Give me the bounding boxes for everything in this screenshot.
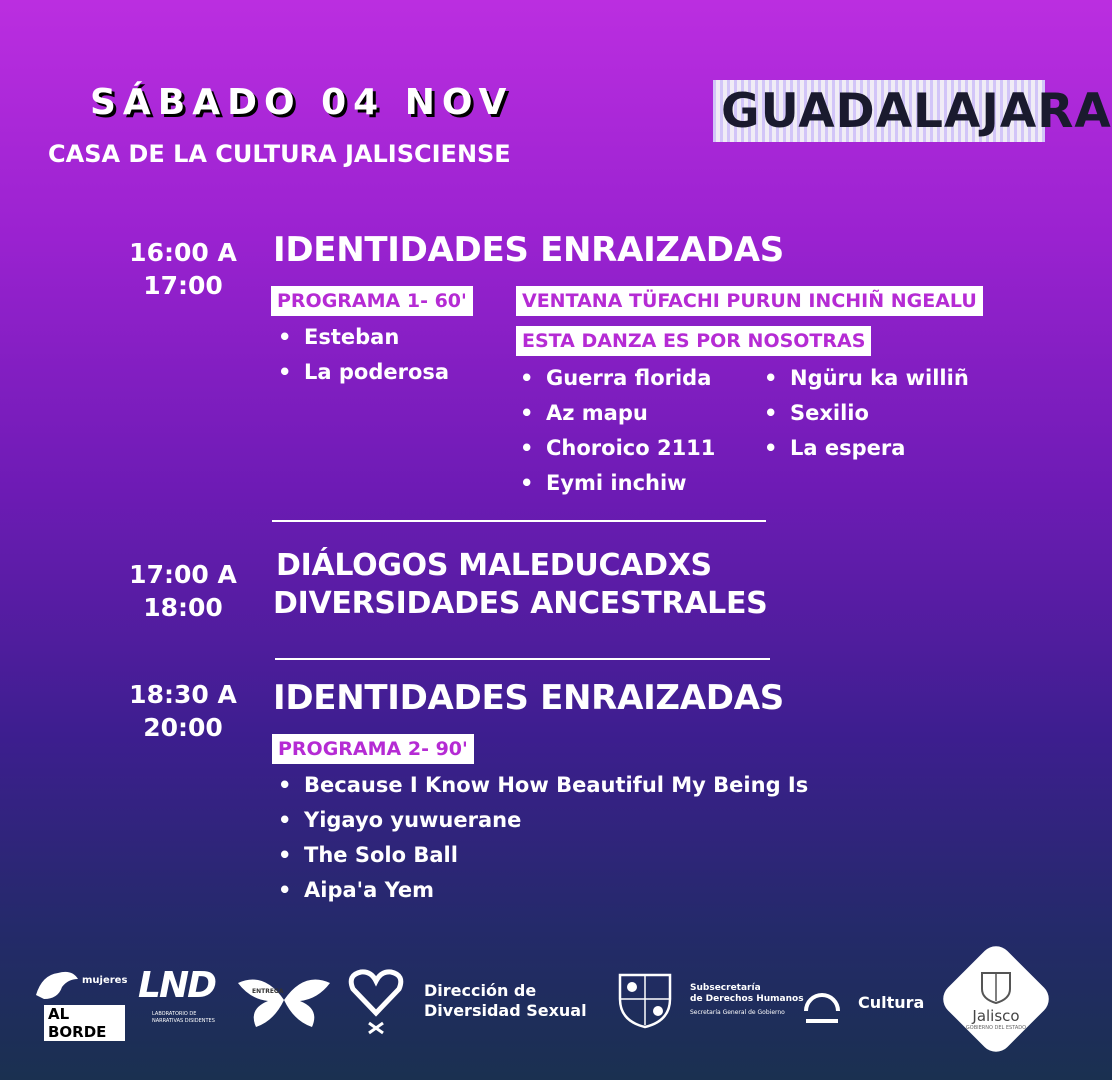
jalisco-logo <box>938 941 1054 1057</box>
list-item: • Sexilio <box>760 396 969 431</box>
cultura-label: Cultura <box>858 993 925 1012</box>
lnd-logo <box>138 965 228 1035</box>
block1-program-list <box>274 320 449 390</box>
butterfly-label: ENTREGA <box>252 988 284 995</box>
city-badge <box>713 80 1112 142</box>
block1-subprogram-sub-label: ESTA DANZA ES POR NOSOTRAS <box>516 326 871 356</box>
list-item: • Eymi inchiw <box>516 466 715 501</box>
block1-sub-list-right <box>760 361 969 466</box>
subsecretaria-label: Subsecretaría de Derechos Humanos <box>690 983 804 1004</box>
al-borde-small-label: mujeres <box>82 975 128 986</box>
block3-title: IDENTIDADES ENRAIZADAS <box>273 678 784 718</box>
block2-time-end: 18:00 <box>143 593 223 622</box>
block3-time-start: 18:30 A <box>129 680 237 709</box>
diversidad-logo: Dirección de Diversidad Sexual <box>424 981 587 1020</box>
date-title: SÁBADO 04 NOV <box>90 82 514 123</box>
footer-logos <box>0 955 1080 1065</box>
city-label: GUADALAJARA <box>721 84 1112 139</box>
block1-sub-list-left <box>516 361 715 501</box>
al-borde-logo <box>30 961 128 1041</box>
block1-time-end: 17:00 <box>143 271 223 300</box>
jalisco-label: Jalisco <box>972 1007 1020 1025</box>
crest-icon <box>612 969 678 1029</box>
block3-program-label: PROGRAMA 2- 90' <box>272 734 474 764</box>
block1-program-label: PROGRAMA 1- 60' <box>271 286 473 316</box>
list-item: • Choroico 2111 <box>516 431 715 466</box>
list-item: • Aipa'a Yem <box>274 873 808 908</box>
block1-time <box>128 236 238 302</box>
list-item: • La espera <box>760 431 969 466</box>
block2-title-line2: DIVERSIDADES ANCESTRALES <box>273 586 768 621</box>
block1-time-start: 16:00 A <box>129 238 237 267</box>
block1-title: IDENTIDADES ENRAIZADAS <box>273 230 784 270</box>
block3-time-end: 20:00 <box>143 713 223 742</box>
butterfly-logo <box>234 969 334 1031</box>
block2-title-line1: DIÁLOGOS MALEDUCADXS <box>276 548 712 583</box>
list-item: • Ngüru ka williñ <box>760 361 969 396</box>
list-item: • The Solo Ball <box>274 838 808 873</box>
al-borde-label: AL BORDE <box>44 1005 125 1041</box>
list-item: • La poderosa <box>274 355 449 390</box>
secretaria-label: Secretaría General de Gobierno <box>690 1009 785 1016</box>
heart-gender-icon <box>345 967 407 1037</box>
block2-time <box>128 558 238 624</box>
lnd-sub-label: LABORATORIO DE NARRATIVAS DISIDENTES <box>152 1011 215 1024</box>
list-item: • Yigayo yuwuerane <box>274 803 808 838</box>
venue-name: CASA DE LA CULTURA JALISCIENSE <box>48 140 511 168</box>
lnd-label: LND <box>138 965 215 1006</box>
crest-logo <box>612 969 678 1029</box>
cultura-logo <box>796 977 848 1029</box>
jalisco-sub-label: GOBIERNO DEL ESTADO <box>965 1025 1027 1031</box>
block3-time <box>128 678 238 744</box>
list-item: • Because I Know How Beautiful My Being Is <box>274 768 808 803</box>
jalisco-crest-icon <box>938 941 1054 1057</box>
list-item: • Az mapu <box>516 396 715 431</box>
block1-subprogram-label: VENTANA TÜFACHI PURUN INCHIÑ NGEALU <box>516 286 983 316</box>
heart-logo <box>345 967 407 1037</box>
divider <box>275 658 770 660</box>
bird-icon <box>32 965 82 1005</box>
butterfly-icon <box>234 969 334 1031</box>
block2-time-start: 17:00 A <box>129 560 237 589</box>
cultura-arch-icon <box>796 977 848 1029</box>
divider <box>272 520 766 522</box>
list-item: • Guerra florida <box>516 361 715 396</box>
list-item: • Esteban <box>274 320 449 355</box>
block3-program-list <box>274 768 808 908</box>
